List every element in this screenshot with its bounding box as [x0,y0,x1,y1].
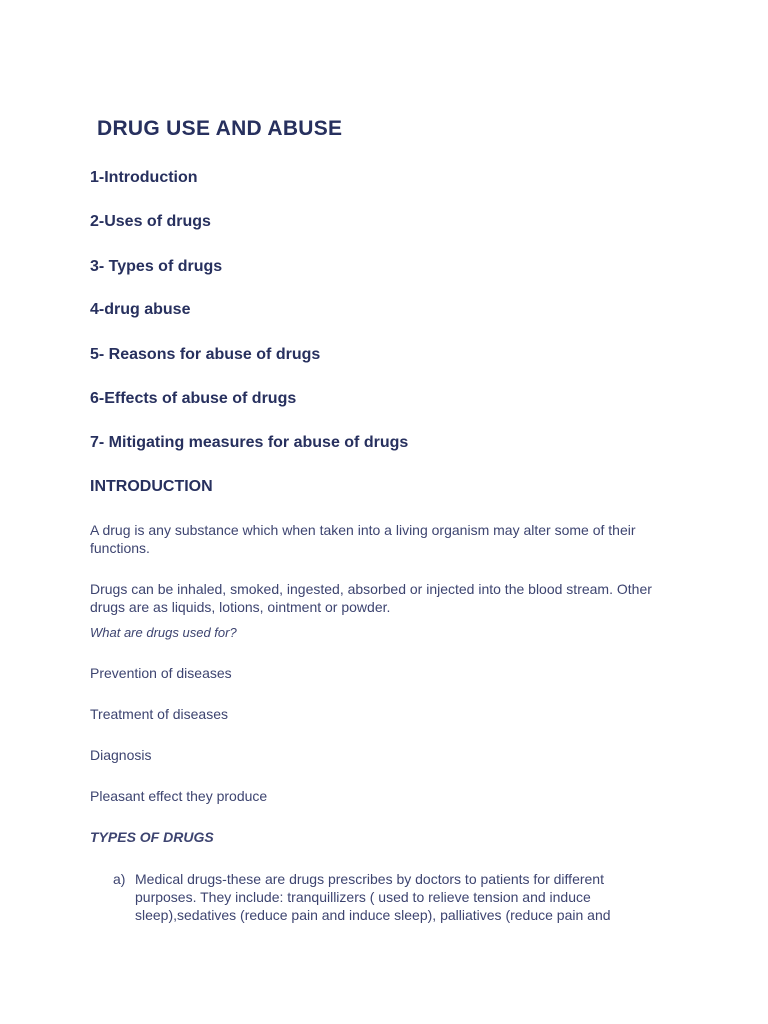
list-item: Medical drugs-these are drugs prescribes by doctors to patients for different purposes. They include: tranquillizers ( used to relieve tension and induce sleep),sedatives (reduce pain and induce sleep), palliatives (reduce pain and [135,871,611,923]
introduction-paragraph: A drug is any substance which when taken into a living organism may alter some of their functions. [90,522,636,556]
use-item: Pleasant effect they produce [90,788,268,804]
toc-item: 3- Types of drugs [90,258,223,275]
use-item: Diagnosis [90,747,152,763]
introduction-paragraph: Drugs can be inhaled, smoked, ingested, absorbed or injected into the blood stream. Other drugs are as liquids, lotions, ointment or powder. [90,581,652,615]
toc-item: 2-Uses of drugs [90,213,211,230]
toc-item: 1-Introduction [90,169,198,186]
introduction-heading: INTRODUCTION [90,478,213,495]
types-heading: TYPES OF DRUGS [90,829,214,845]
toc-item: 7- Mitigating measures for abuse of drugs [90,434,409,451]
toc-item: 4-drug abuse [90,301,191,318]
use-item: Treatment of diseases [90,706,228,722]
list-marker: a) [113,871,126,887]
uses-question: What are drugs used for? [90,625,237,640]
document-title: DRUG USE AND ABUSE [97,117,343,140]
use-item: Prevention of diseases [90,665,232,681]
toc-item: 6-Effects of abuse of drugs [90,390,297,407]
toc-item: 5- Reasons for abuse of drugs [90,346,321,363]
